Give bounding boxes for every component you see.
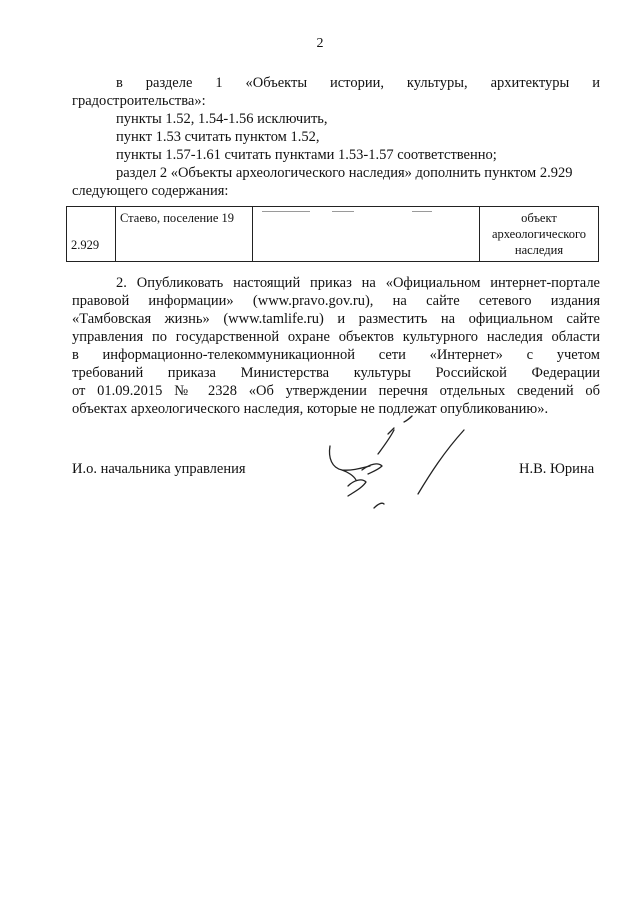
object-type-line: археологического bbox=[491, 227, 587, 241]
section1-continuation: градостроительства»: bbox=[72, 93, 206, 109]
table-cell-type bbox=[480, 207, 599, 262]
page-number: 2 bbox=[316, 36, 324, 51]
amendment-item-3: пункты 1.57-1.61 считать пунктами 1.53-1.57 соответственно; bbox=[116, 147, 497, 163]
signatory-title: И.о. начальника управления bbox=[72, 461, 246, 477]
section1-word: «Объекты bbox=[245, 75, 308, 91]
section1-word: архитектуры bbox=[490, 75, 570, 91]
table-cell-redacted-address bbox=[253, 207, 480, 262]
handwritten-signature bbox=[318, 410, 478, 530]
section1-word: разделе bbox=[145, 75, 193, 91]
para2-line: управления по государственной охране объектов культурного наследия области bbox=[72, 329, 600, 345]
object-type-line: объект bbox=[521, 211, 557, 225]
object-type-line: наследия bbox=[514, 243, 564, 257]
section1-word: 1 bbox=[215, 75, 223, 91]
section2-line: раздел 2 «Объекты археологического наследия» дополнить пунктом 2.929 bbox=[116, 165, 573, 181]
signatory-name: Н.В. Юрина bbox=[519, 461, 595, 477]
table-cell-number: 2.929 bbox=[67, 207, 116, 262]
redaction-mark bbox=[412, 211, 432, 212]
para2-line: требований приказа Министерства культуры Российской Федерации bbox=[72, 365, 600, 381]
section1-word: истории, bbox=[329, 75, 384, 91]
para2-line: от 01.09.2015 № 2328 «Об утверждении перечня отдельных сведений об bbox=[72, 383, 600, 399]
redaction-mark bbox=[332, 211, 354, 212]
redaction-mark bbox=[262, 211, 310, 212]
table-row bbox=[67, 207, 599, 262]
para2-last-line: объектах археологического наследия, которые не подлежат опубликованию». bbox=[72, 401, 549, 417]
amendment-item-1: пункты 1.52, 1.54-1.56 исключить, bbox=[116, 111, 328, 127]
table-cell-name: Стаево, поселение 19 bbox=[116, 207, 253, 262]
para2-line: в информационно-телекоммуникационной сети «Интернет» с учетом bbox=[72, 347, 600, 363]
para2-line: 2. Опубликовать настоящий приказ на «Официальном интернет-портале bbox=[116, 275, 600, 291]
section2-continuation: следующего содержания: bbox=[72, 183, 229, 199]
objects-table bbox=[66, 206, 599, 262]
section1-word: культуры, bbox=[406, 75, 468, 91]
section1-word: в bbox=[116, 75, 123, 91]
amendment-item-2: пункт 1.53 считать пунктом 1.52, bbox=[116, 129, 320, 145]
section1-word: и bbox=[592, 75, 600, 91]
para2-line: «Тамбовская жизнь» (www.tamlife.ru) и разместить на официальном сайте bbox=[72, 311, 600, 327]
para2-line: правовой информации» (www.pravo.gov.ru), на сайте сетевого издания bbox=[72, 293, 600, 309]
section1-line bbox=[116, 74, 600, 92]
